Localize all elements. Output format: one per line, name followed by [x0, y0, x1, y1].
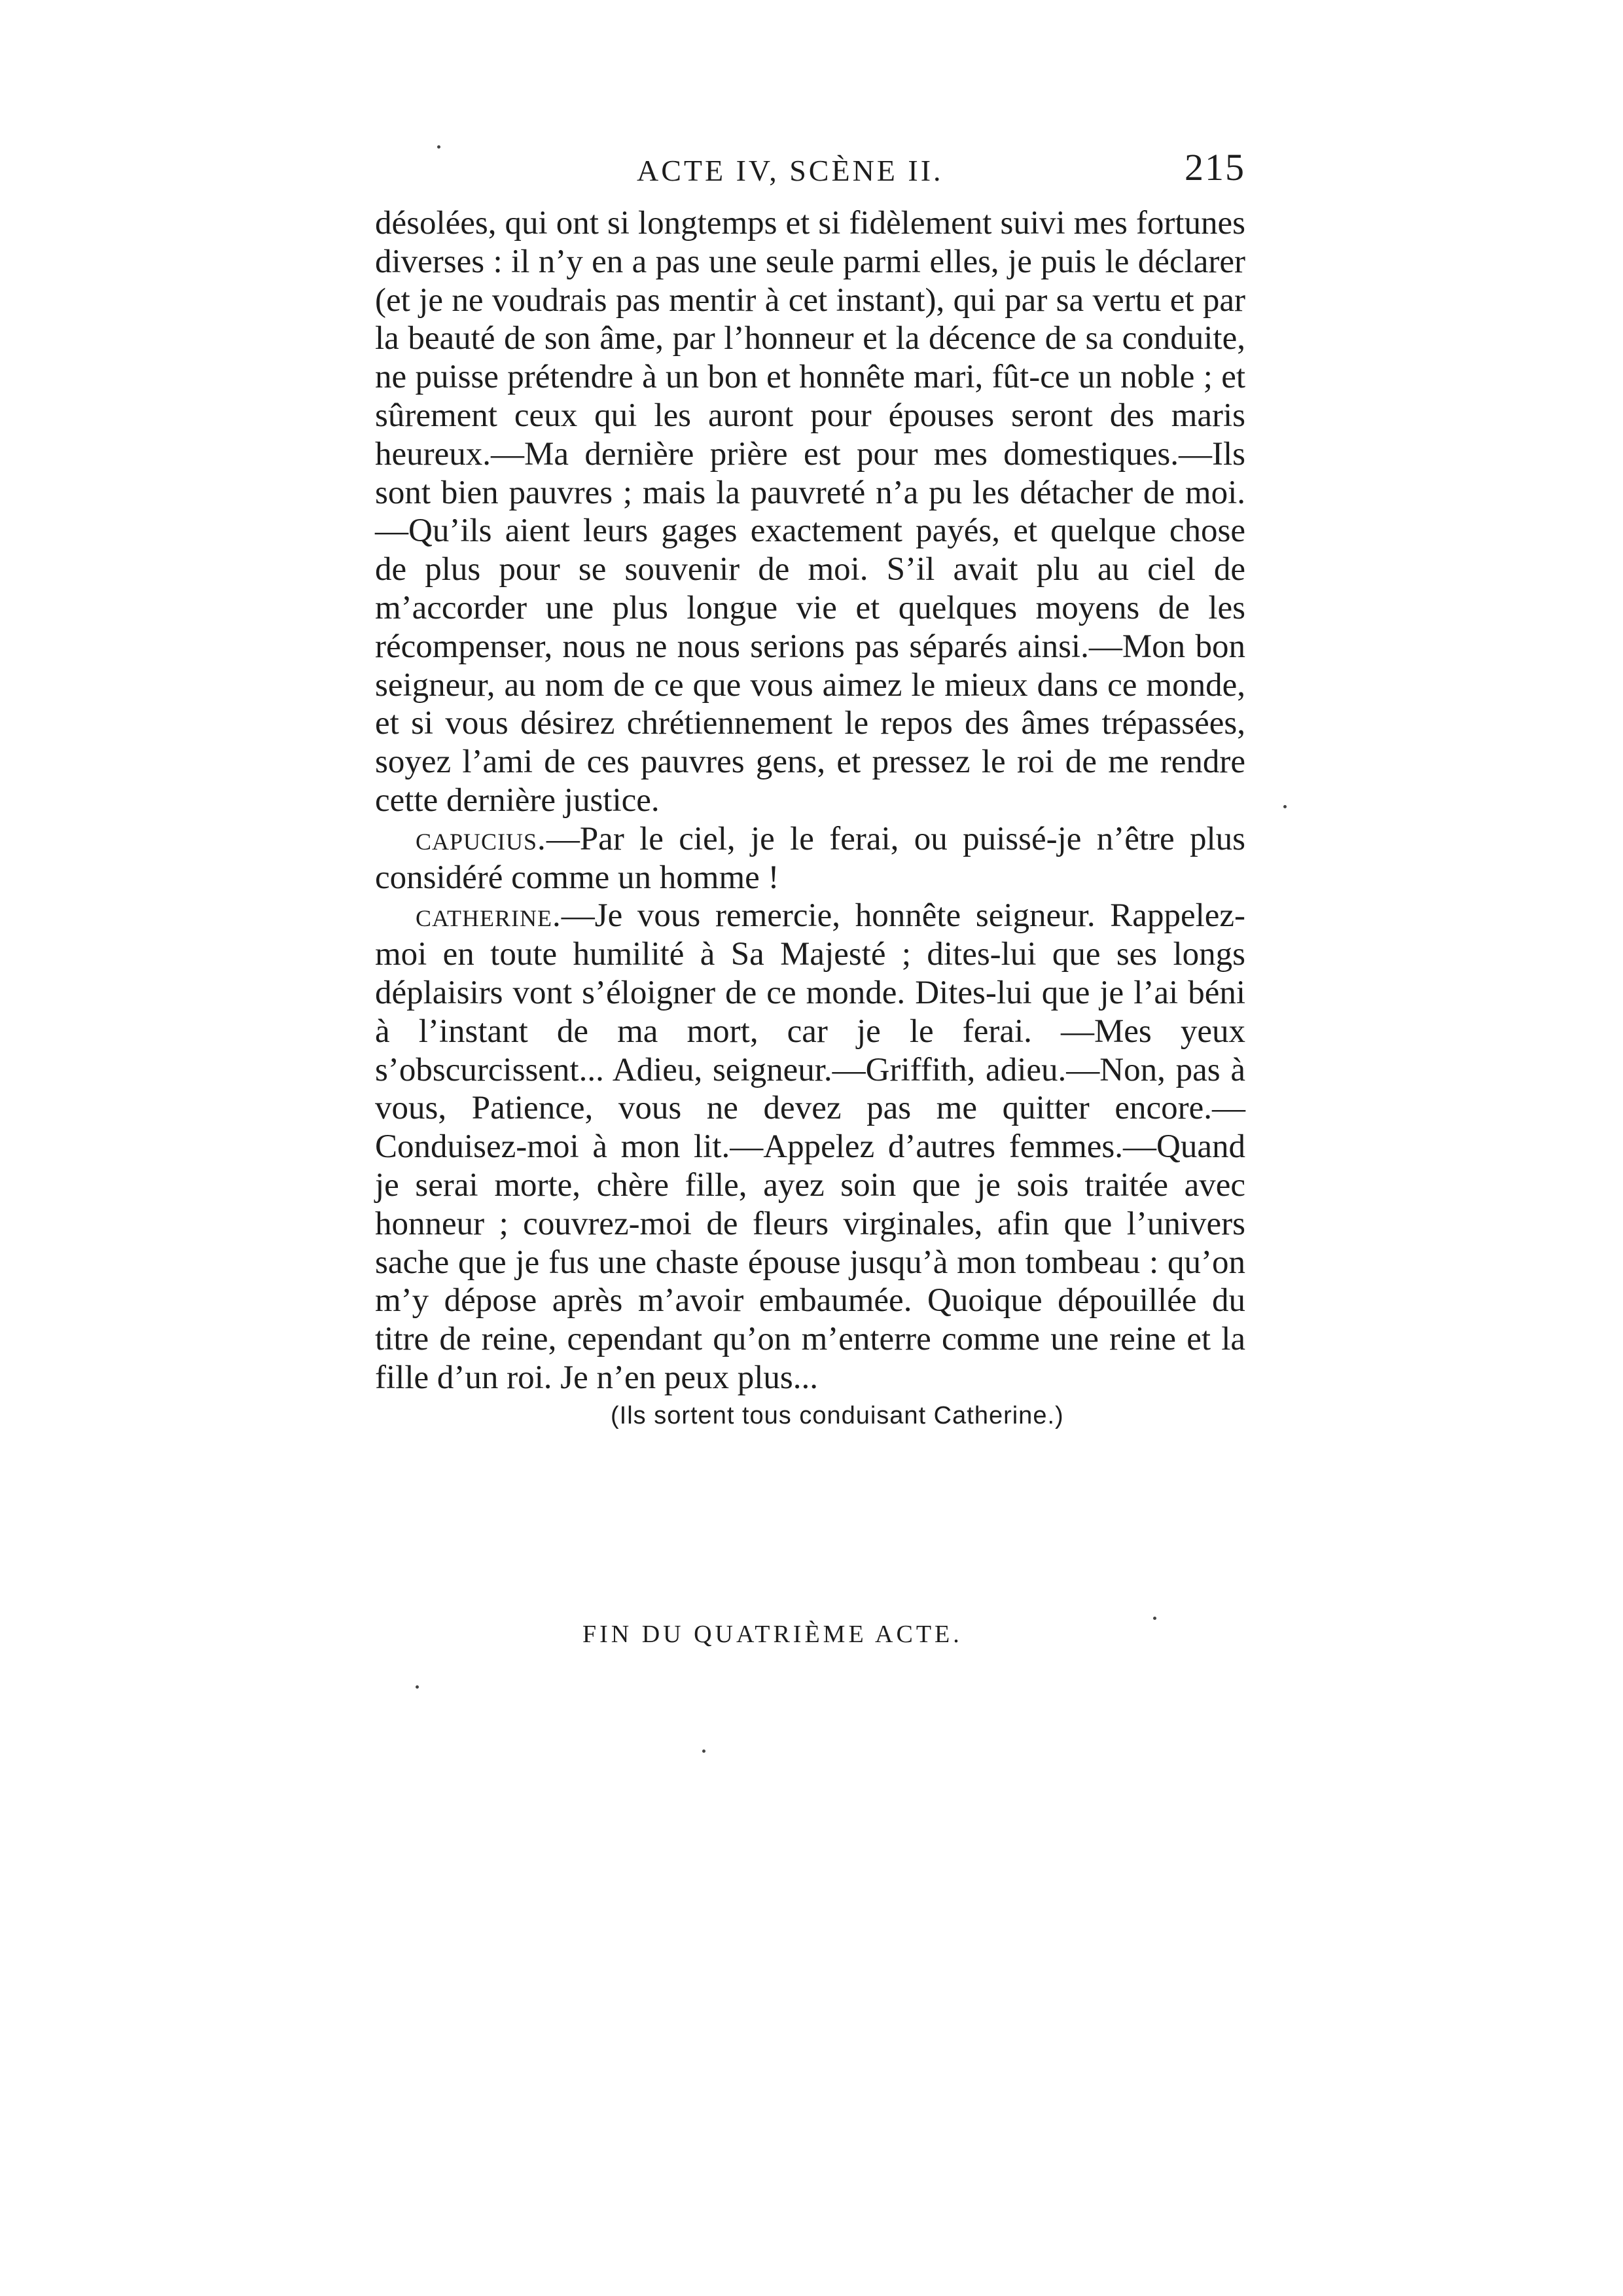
paragraph-catherine	[375, 897, 1245, 1397]
page-header	[375, 145, 1245, 198]
stage-direction: (Ils sortent tous conduisant Catherine.)	[611, 1401, 1064, 1429]
speaker-name: catherine.	[416, 897, 562, 935]
speech-text: —Je vous remercie, honnête seigneur. Rappelez-moi en toute humilité à Sa Majesté ; dites-lui que ses longs déplaisirs vont s’éloigner de ce monde. Dites-lui que je l’ai béni à l’instant de ma mort, car je le ferai. —Mes yeux s’obscurcissent... Adieu, seigneur.—Griffith, adieu.—Non, pas à vous, Patience, vous ne devez pas me quitter encore.—Conduisez-moi à mon lit.—Appelez d’autres femmes.—Quand je serai morte, chère fille, ayez soin que je sois traitée avec honneur ; couvrez-moi de fleurs virginales, afin que l’univers sache que je fus une chaste épouse jusqu’à mon tombeau : qu’on m’y dépose après m’avoir embaumée. Quoique dépouillée du titre de reine, cependant qu’on m’enterre comme une reine et la fille d’un roi. Je n’en peux plus...	[375, 897, 1245, 1396]
paragraph-capucius	[375, 820, 1245, 897]
running-head: ACTE IV, SCÈNE II.	[637, 154, 944, 187]
paragraph-catherine-speech-continued: désolées, qui ont si longtemps et si fidèlement suivi mes fortunes diverses : il n’y en a pas une seule parmi elles, je puis le déclarer (et je ne voudrais pas mentir à cet instant), qui par sa vertu et par la beauté de son âme, par l’honneur et la décence de sa conduite, ne puisse prétendre à un bon et honnête mari, fût-ce un noble ; et sûrement ceux qui les auront pour épouses seront des maris heureux.—Ma dernière prière est pour mes domestiques.—Ils sont bien pauvres ; mais la pauvreté n’a pu les détacher de moi.—Qu’ils aient leurs gages exactement payés, et quelque chose de plus pour se souvenir de moi. S’il avait plu au ciel de m’accorder une plus longue vie et quelques moyens de les récompenser, nous ne nous serions pas séparés ainsi.—Mon bon seigneur, au nom de ce que vous aimez le mieux dans ce monde, et si vous désirez chrétiennement le repos des âmes trépassées, soyez l’ami de ces pauvres gens, et pressez le roi de me rendre cette dernière justice.	[375, 205, 1245, 819]
print-speck	[416, 1685, 419, 1689]
body-text	[375, 204, 1245, 1430]
speaker-name: capucius.	[416, 820, 546, 857]
print-speck	[1283, 805, 1287, 808]
print-speck	[1153, 1617, 1156, 1620]
print-speck	[702, 1749, 705, 1753]
page-number: 215	[1185, 146, 1245, 188]
speech-text: —Par le ciel, je le ferai, ou puissé-je n’être plus considéré comme un homme !	[375, 820, 1245, 896]
print-speck	[437, 145, 440, 149]
end-of-act: FIN DU QUATRIÈME ACTE.	[582, 1621, 963, 1648]
